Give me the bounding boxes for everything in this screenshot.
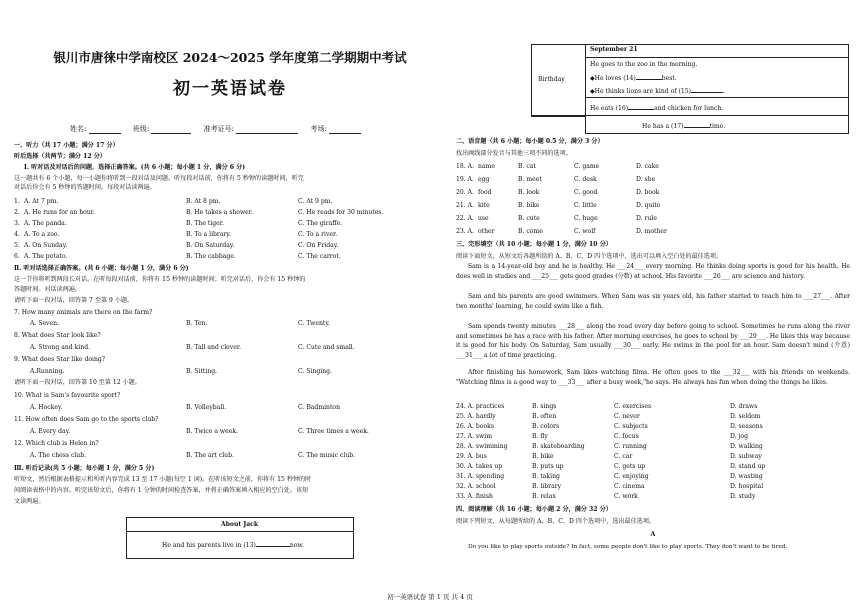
question-option: A.Running.: [30, 368, 65, 375]
option-d: D. rule: [636, 215, 657, 222]
question-option: C. Three times a week.: [298, 428, 369, 435]
question-option: C. Singing.: [298, 368, 332, 375]
question-option: B. He takes a shower.: [186, 209, 253, 216]
option-b: B. library: [532, 483, 562, 490]
question-option: C. He reads for 30 minutes.: [298, 209, 384, 216]
section1-instr: 这一题共有 6 个小题，每一小题你将听到一段对话及问题。听每段对话前，你将有 5 秒钟的读题时间，听完: [14, 175, 304, 182]
option-c: C. exercises: [614, 403, 652, 410]
question-option: A. At 7 pm.: [24, 198, 59, 205]
item-number: 25. A.: [456, 413, 474, 420]
option-a: other: [478, 228, 495, 235]
table-row-17: [642, 121, 725, 130]
cloze-instr: 阅读下面短文，从短文后各题所给的 A、B、C、D 四个选项中，选出可以填入空白处的最佳选项。: [456, 253, 723, 260]
option-b: B. bike: [532, 453, 554, 460]
table-line: [585, 97, 848, 98]
option-b: B. cat: [518, 163, 536, 170]
option-d: D. walking: [730, 443, 763, 450]
option-b: B. colors: [532, 423, 560, 430]
item-number: 21. A.: [456, 202, 474, 209]
option-a: name: [478, 163, 495, 170]
phonetics-instr: 找出画线部分发音与其他三项不同的选项。: [456, 150, 572, 157]
table-row-text: time.: [709, 123, 726, 130]
cloze-option-row: [456, 403, 758, 410]
option-d: D. jog: [730, 433, 749, 440]
name-blank: [89, 126, 121, 134]
item-number: 30. A.: [456, 463, 474, 470]
table-divider: [126, 531, 353, 532]
question-text: 7. How many animals are there on the farm?: [14, 309, 153, 316]
cloze-option-row: [456, 463, 766, 470]
question-option: C. Twenty.: [298, 320, 330, 327]
table-row-text: He eats (16): [590, 105, 629, 112]
option-d: D. hospital: [730, 483, 764, 490]
table-row-text: He and his parents live in (13): [162, 542, 256, 549]
question-option: A. Seven.: [30, 320, 59, 327]
phonetics-row: [456, 202, 661, 209]
phonetics-row: [456, 228, 667, 235]
question-option: C. To a river.: [298, 231, 338, 238]
option-d: D. seasons: [730, 423, 763, 430]
option-a: swimming: [475, 443, 508, 450]
section2-title: Ⅱ. 听对话选择正确答案。(共 6 小题；每小题 1 分，满分 6 分): [14, 265, 189, 272]
question-option: A. To a zoo.: [24, 231, 60, 238]
item-number: 27. A.: [456, 433, 474, 440]
cloze-option-row: [456, 443, 763, 450]
question-text: 9. What does Star like doing?: [14, 356, 106, 363]
section3-instr: 听短文，然后根据表格提示和所听内容完成 13 至 17 小题(每空 1 词)。在听该短文之前，你将有 15 秒钟的时: [14, 476, 312, 483]
question-option: C. On Friday.: [298, 242, 339, 249]
item-number: 20. A.: [456, 189, 474, 196]
option-b: B. sings: [532, 403, 557, 410]
cloze-paragraph: Sam is a 14-year-old boy and he is healthy. He ___24___ every morning. He thinks doing sports is good for his health. He does well in studies and ___25___ gets good grades (分数) at school. His favorite ___26___ are science and history.: [456, 263, 850, 280]
section2-instr: 这一节你将听到两段长对话。在听每段对话前，你将有 15 秒钟的读题时间；听完对话后，你会有 15 秒钟的: [14, 276, 306, 283]
option-d: D. draws: [730, 403, 758, 410]
option-c: C. good: [574, 189, 598, 196]
option-b: B. look: [518, 189, 540, 196]
question-option: B. At 8 pm.: [186, 198, 221, 205]
class-label: 班级:: [132, 125, 150, 133]
reading-instr: 阅读下列短文，从每题所给的 A、B、C、D 四个选项中，选出最佳选项。: [456, 518, 656, 525]
option-b: B. bike: [518, 202, 540, 209]
table-line: [585, 57, 848, 58]
phonetics-row: [456, 163, 659, 170]
option-a: spending: [475, 473, 505, 480]
option-c: C. huge: [574, 215, 598, 222]
option-a: swim: [475, 433, 492, 440]
page-footer: 初一英语试卷 第 1 页 共 4 页: [387, 593, 473, 601]
option-d: D. book: [636, 189, 660, 196]
answer-blank-15[interactable]: [691, 86, 723, 93]
option-b: B. meet: [518, 176, 542, 183]
item-number: 19. A.: [456, 176, 474, 183]
option-b: B. taking: [532, 473, 560, 480]
reading-title: 四、阅读理解（共 16 小题；每小题 2 分，满分 32 分）: [456, 506, 612, 513]
section1-instr: 对话后你会有 5 秒钟的答题时间。每段对话读两遍。: [14, 184, 156, 191]
option-a: books: [475, 423, 494, 430]
option-b: B. puts up: [532, 463, 564, 470]
question-option: A. Strong and kind.: [30, 344, 91, 351]
option-d: D. quite: [636, 202, 661, 209]
option-c: C. focus: [614, 433, 639, 440]
option-d: D. she: [636, 176, 656, 183]
option-d: D. stand up: [730, 463, 766, 470]
question-option: C. The music club.: [298, 452, 356, 459]
room-blank: [329, 126, 361, 134]
class-blank: [151, 126, 191, 134]
section3-instr: 文读两遍。: [14, 498, 45, 505]
option-b: B. relax: [532, 493, 556, 500]
section2-instr: 答题时间。对话读两遍。: [14, 286, 82, 293]
cloze-option-row: [456, 413, 761, 420]
question-text: 12. Which club is Helen in?: [14, 440, 99, 447]
subject-title: 初一英语试卷: [173, 79, 287, 99]
student-info-line: [70, 124, 430, 134]
question-option: B. To a library.: [186, 231, 231, 238]
section3-instr: 间阅读表格中的内容。听完该短文后，你将有 1 分钟的时间检查答案，并将正确答案填入相应的空白处。该短: [14, 487, 309, 494]
question-option: C. Badminton: [298, 404, 341, 411]
question-text: 11. How often does Sam go to the sports club?: [14, 416, 159, 423]
question-text: 8. What does Star look like?: [14, 332, 101, 339]
option-b: B. fly: [532, 433, 548, 440]
question-option: B. On Saturday.: [186, 242, 235, 249]
question-option: A. He runs for an hour.: [24, 209, 95, 216]
item-number: 26. A.: [456, 423, 474, 430]
option-b: B. skateboarding: [532, 443, 585, 450]
cloze-option-row: [456, 493, 756, 500]
phonetics-title: 二、语音题（共 6 小题；每小题 0.5 分，满分 3 分）: [456, 138, 604, 145]
cloze-option-row: [456, 453, 762, 460]
option-c: C. desk: [574, 176, 597, 183]
phonetics-row: [456, 189, 660, 196]
item-number: 18. A.: [456, 163, 474, 170]
listening-subtitle: 听后选择（共两节；满分 12 分）: [14, 153, 106, 160]
option-c: C. never: [614, 413, 640, 420]
option-c: C. work: [614, 493, 638, 500]
question-option: C. The carrot.: [298, 253, 341, 260]
item-number: 28. A.: [456, 443, 474, 450]
question-text: 10. What is Sam's favourite sport?: [14, 392, 121, 399]
option-a: kite: [478, 202, 490, 209]
id-label: 准考证号:: [203, 125, 235, 133]
question-option: A. Every day.: [30, 428, 71, 435]
cloze-option-row: [456, 433, 749, 440]
question-option: 1.: [14, 198, 20, 205]
school-title: 银川市唐徕中学南校区 2024～2025 学年度第二学期期中考试: [53, 50, 407, 65]
room-label: 考场:: [310, 125, 327, 133]
answer-blank-16[interactable]: [628, 103, 654, 110]
cloze-title: 三、完形填空（共 10 小题；每小题 1 分，满分 10 分）: [456, 241, 612, 248]
name-label: 姓名:: [70, 125, 87, 133]
option-d: D. subway: [730, 453, 762, 460]
question-option: C. The giraffe.: [298, 220, 343, 227]
option-b: B. come: [518, 228, 543, 235]
option-a: bus: [475, 453, 487, 460]
option-a: egg: [478, 176, 490, 183]
question-option: B. Twice a week.: [186, 428, 238, 435]
table-row-15: [590, 86, 725, 95]
table-row-text: He has a (17): [642, 123, 684, 130]
option-d: D. cake: [636, 163, 659, 170]
item-number: 33. A.: [456, 493, 474, 500]
question-option: B. The cabbage.: [186, 253, 236, 260]
table-line: [531, 115, 848, 116]
option-d: D. wasting: [730, 473, 763, 480]
option-a: use: [478, 215, 489, 222]
table-row-16: [590, 103, 723, 112]
answer-blank-17[interactable]: [684, 121, 710, 128]
question-option: C. At 9 pm.: [298, 198, 333, 205]
section1-title: Ⅰ. 听对话及对话后的问题，选择正确答案。(共 6 小题；每小题 1 分，满分 6 分): [24, 164, 246, 171]
option-c: C. subjects: [614, 423, 648, 430]
reading-first-line: Do you like to play sports outside? In fact, some people don't like to play sports. They don't want to be tired.: [468, 544, 788, 550]
question-option: A. The panda.: [24, 220, 67, 227]
question-option: A. The chess club.: [30, 452, 87, 459]
instruction: 请听下面一段对话，回答第 10 至第 12 小题。: [14, 379, 141, 386]
item-number: 31. A.: [456, 473, 474, 480]
table-row-text: now.: [289, 542, 304, 549]
question-option: B. The art club.: [186, 452, 234, 459]
question-option: 6.: [14, 253, 20, 260]
question-option: B. The tiger.: [186, 220, 224, 227]
option-a: takes up: [475, 463, 503, 470]
table-row-text: ◆He thinks lions are kind of (15): [590, 88, 691, 95]
cloze-option-row: [456, 423, 763, 430]
answer-blank-14[interactable]: [636, 73, 662, 80]
option-d: D. seldom: [730, 413, 761, 420]
table-row-text: best.: [661, 75, 677, 82]
cloze-paragraph: After finishing his homework, Sam likes watching films. He often goes to the ___32___ with his friends on weekends. "Watching films is a good way to ___33___ after a busy week,"he says. He always has fun when doing the things he likes.: [456, 369, 850, 386]
option-c: C. game: [574, 163, 600, 170]
question-option: A. On Sunday.: [24, 242, 68, 249]
item-number: 22. A.: [456, 215, 474, 222]
option-a: hardly: [475, 413, 496, 420]
listening-title: 一、听力（共 17 小题；满分 17 分）: [14, 142, 119, 149]
table-date: September 21: [590, 46, 638, 53]
option-b: B. cute: [518, 215, 540, 222]
table-row-text: and chicken for lunch.: [654, 105, 724, 112]
table-row: He goes to the zoo in the morning.: [590, 61, 698, 68]
question-option: B. Tall and clever.: [186, 344, 242, 351]
question-option: 5.: [14, 242, 20, 249]
question-option: C. Cute and small.: [298, 344, 355, 351]
option-c: C. wolf: [574, 228, 596, 235]
item-number: 23. A.: [456, 228, 474, 235]
option-c: C. car: [614, 453, 633, 460]
option-c: C. cinema: [614, 483, 645, 490]
option-a: school: [475, 483, 496, 490]
question-option: A. The potato.: [24, 253, 68, 260]
option-c: C. running: [614, 443, 647, 450]
option-a: finish: [475, 493, 493, 500]
cloze-paragraph: Sam spends twenty minutes ___28___ along the road every day before going to school. Sometimes he runs along the river and sometimes he has a race with his father. After morning exercises, he goes to school by ___29___. He likes this way because it is good for his body. On Saturday, Sam usually ___30___ early. He swims in the pool for an hour. Sam doesn't mind (介意) ___31___ a lot of time practicing.: [456, 323, 850, 359]
option-d: D. study: [730, 493, 756, 500]
phonetics-row: [456, 176, 656, 183]
passage-label: A: [650, 531, 656, 538]
option-a: food: [478, 189, 492, 196]
cloze-paragraph: Sam and his parents are good swimmers. When Sam was six years old, his father started to teach him to ___27___. After two months' learning, he could swim like a fish.: [456, 293, 850, 310]
option-b: B. often: [532, 413, 557, 420]
phonetics-row: [456, 215, 657, 222]
section2-instr: 请听下面一段对话，回答第 7 至第 9 小题。: [14, 297, 134, 304]
question-option: B. Volleyball.: [186, 404, 227, 411]
option-a: practices: [475, 403, 505, 410]
table-row-text: .: [722, 88, 725, 95]
table-row-13: [162, 540, 304, 549]
option-d: D. mother: [636, 228, 667, 235]
question-option: 2.: [14, 209, 20, 216]
answer-blank-13[interactable]: [256, 540, 290, 547]
table-row-text: ◆He loves (14): [590, 75, 636, 82]
item-number: 32. A.: [456, 483, 474, 490]
option-c: C. gets up: [614, 463, 646, 470]
section3-title: Ⅲ. 听后记录(共 5 小题；每小题 1 分，满分 5 分): [14, 465, 155, 472]
table-title: About Jack: [220, 521, 259, 528]
item-number: 24. A.: [456, 403, 474, 410]
id-blank: [236, 126, 298, 134]
question-option: B. Ten.: [186, 320, 208, 327]
option-c: C. little: [574, 202, 597, 209]
question-option: B. Sitting.: [186, 368, 218, 375]
birthday-label: Birthday: [538, 76, 565, 83]
cloze-option-row: [456, 473, 763, 480]
question-option: 4.: [14, 231, 20, 238]
cloze-option-row: [456, 483, 764, 490]
question-option: A. Hockey.: [30, 404, 63, 411]
question-option: 3.: [14, 220, 20, 227]
table-row-14: [590, 73, 677, 82]
item-number: 29. A.: [456, 453, 474, 460]
option-c: C. enjoying: [614, 473, 649, 480]
